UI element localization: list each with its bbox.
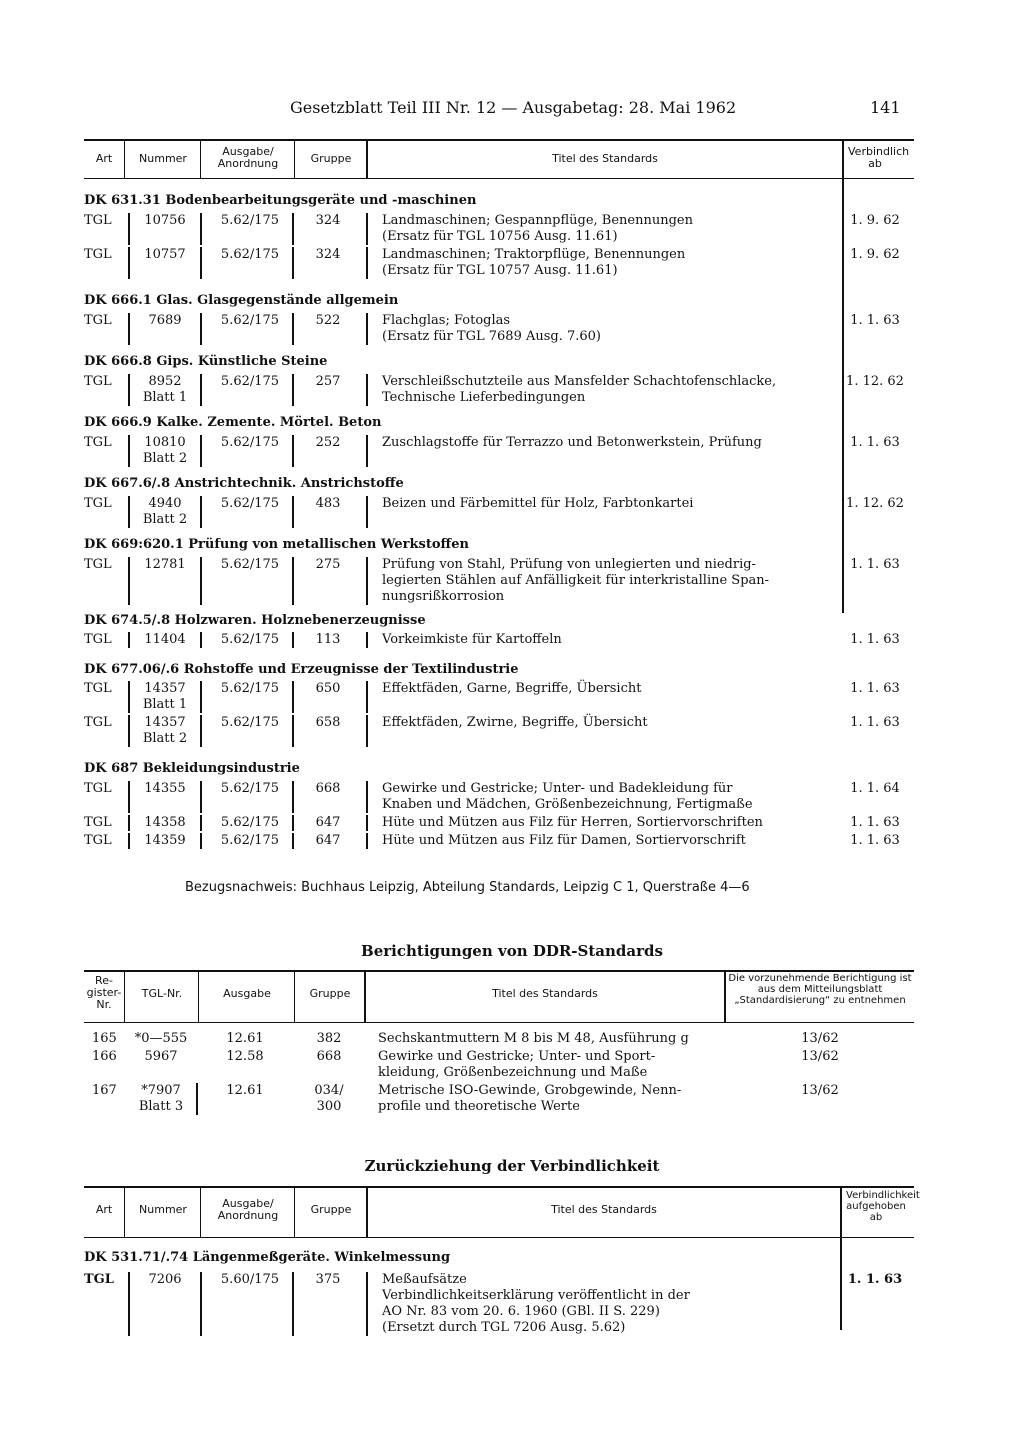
col-aufgehoben: Verbindlichkeit aufgehoben ab [846, 1190, 920, 1223]
cell-nummer: 7689 [148, 313, 182, 328]
section-heading: DK 531.71/.74 Längenmeßgeräte. Winkelmessung [84, 1250, 451, 1265]
table2-top-rule [84, 970, 914, 972]
cell-divider [292, 557, 294, 605]
cell-titel: legierten Stählen auf Anfälligkeit für interkristalline Span- [382, 573, 770, 588]
cell-titel: Zuschlagstoffe für Terrazzo und Betonwerkstein, Prüfung [382, 435, 762, 450]
cell-divider [292, 313, 294, 345]
cell-divider [128, 833, 130, 849]
col-ausgabe: Ausgabe/ Anordnung [217, 1197, 279, 1222]
cell-divider [200, 374, 202, 406]
cell-divider [128, 681, 130, 713]
cell-divider [200, 213, 202, 245]
cell-art: TGL [84, 247, 112, 262]
cell-gruppe: 113 [315, 632, 341, 647]
cell-art: TGL [84, 632, 112, 647]
cell-divider [128, 815, 130, 831]
cell-divider [200, 781, 202, 813]
cell-titel: kleidung, Größenbezeichnung und Maße [378, 1065, 648, 1080]
cell-nummer: 14357 [144, 715, 186, 730]
cell-ausgabe: 5.62/175 [220, 435, 280, 450]
cell-gruppe: 034/ [314, 1083, 344, 1098]
table3-right-divider [840, 1188, 842, 1330]
cell-divider [128, 213, 130, 245]
cell-ausgabe: 5.62/175 [220, 815, 280, 830]
col-art: Art [95, 152, 113, 165]
cell-gruppe: 324 [315, 213, 341, 228]
cell-divider [128, 1272, 130, 1336]
cell-titel: Hüte und Mützen aus Filz für Damen, Sortiervorschrift [382, 833, 746, 848]
cell-divider [200, 815, 202, 831]
cell-divider [366, 313, 368, 345]
cell-titel: Technische Lieferbedingungen [382, 390, 586, 405]
cell-divider [366, 496, 368, 528]
table3-header-rule [84, 1237, 914, 1238]
table2-title: Berichtigungen von DDR-Standards [361, 942, 663, 960]
cell-titel: Verschleißschutzteile aus Mansfelder Schachtofenschlacke, [382, 374, 777, 389]
cell-ausgabe: 5.62/175 [220, 632, 280, 647]
cell-titel: Metrische ISO-Gewinde, Grobgewinde, Nenn- [378, 1083, 682, 1098]
cell-art: TGL [84, 496, 112, 511]
cell-divider [366, 781, 368, 813]
cell-verbindlich: 1. 1. 63 [850, 632, 900, 647]
cell-divider [128, 496, 130, 528]
cell-titel: Flachglas; Fotoglas [382, 313, 511, 328]
cell-ausgabe: 5.62/175 [220, 247, 280, 262]
col-gruppe: Gruppe [309, 987, 351, 1000]
table1-header-rule [84, 178, 914, 179]
cell-divider [128, 557, 130, 605]
cell-divider [128, 435, 130, 467]
cell-art: TGL [84, 681, 112, 696]
cell-divider [200, 313, 202, 345]
cell-titel: Landmaschinen; Traktorpflüge, Benennungen [382, 247, 686, 262]
cell-divider [292, 632, 294, 648]
cell-titel: Sechskantmuttern M 8 bis M 48, Ausführung g [378, 1031, 689, 1046]
cell-divider [366, 815, 368, 831]
cell-ausgabe: 12.58 [226, 1049, 264, 1064]
cell-ausgabe: 5.62/175 [220, 715, 280, 730]
cell-divider [292, 815, 294, 831]
cell-mitteilungsblatt: 13/62 [801, 1049, 839, 1064]
cell-gruppe: 300 [316, 1099, 342, 1114]
cell-titel: Landmaschinen; Gespannpflüge, Benennungen [382, 213, 693, 228]
cell-art: TGL [84, 1272, 114, 1287]
cell-art: TGL [84, 213, 112, 228]
cell-ausgabe: 5.62/175 [220, 781, 280, 796]
cell-tgl-nr: 5967 [144, 1049, 178, 1064]
cell-art: TGL [84, 715, 112, 730]
cell-ausgabe: 12.61 [226, 1031, 264, 1046]
cell-art: TGL [84, 833, 112, 848]
cell-nummer: 12781 [144, 557, 186, 572]
cell-nummer: 11404 [144, 632, 186, 647]
cell-verbindlich: 1. 1. 63 [850, 435, 900, 450]
cell-divider [366, 681, 368, 713]
cell-divider [292, 715, 294, 747]
col-tgl-nr: TGL-Nr. [141, 987, 183, 1000]
cell-divider [200, 496, 202, 528]
cell-verbindlich: 1. 12. 62 [846, 496, 904, 511]
cell-ausgabe: 12.61 [226, 1083, 264, 1098]
cell-divider [366, 632, 368, 648]
page-number: 141 [870, 98, 901, 117]
cell-divider [200, 1272, 202, 1336]
cell-divider [128, 247, 130, 279]
section-heading: DK 674.5/.8 Holzwaren. Holznebenerzeugnisse [84, 613, 426, 628]
cell-gruppe: 375 [315, 1272, 341, 1287]
cell-divider [366, 557, 368, 605]
cell-titel: (Ersatz für TGL 10757 Ausg. 11.61) [382, 263, 618, 278]
cell-divider [128, 632, 130, 648]
table2-divider [294, 972, 295, 1022]
col-titel: Titel des Standards [552, 152, 658, 165]
cell-gruppe: 658 [315, 715, 341, 730]
cell-divider [292, 681, 294, 713]
cell-verbindlich: 1. 1. 64 [850, 781, 900, 796]
cell-titel: AO Nr. 83 vom 20. 6. 1960 (GBl. II S. 229) [382, 1304, 660, 1319]
cell-divider [292, 496, 294, 528]
cell-divider [128, 374, 130, 406]
cell-blatt: Blatt 3 [138, 1099, 184, 1114]
cell-nummer: 14357 [144, 681, 186, 696]
cell-verbindlich: 1. 1. 63 [850, 681, 900, 696]
cell-divider [366, 1272, 368, 1336]
table3-title: Zurückziehung der Verbindlichkeit [364, 1157, 660, 1175]
table3-divider [200, 1188, 201, 1237]
cell-verbindlich: 1. 12. 62 [846, 374, 904, 389]
table1-divider [200, 141, 201, 178]
cell-nummer: 10756 [144, 213, 186, 228]
cell-gruppe: 257 [315, 374, 341, 389]
cell-titel: Vorkeimkiste für Kartoffeln [382, 632, 562, 647]
section-heading: DK 631.31 Bodenbearbeitungsgeräte und -maschinen [84, 193, 477, 208]
cell-titel: Hüte und Mützen aus Filz für Herren, Sortiervorschriften [382, 815, 763, 830]
cell-nummer: 14355 [144, 781, 186, 796]
cell-titel: Beizen und Färbemittel für Holz, Farbtonkartei [382, 496, 694, 511]
cell-titel: profile und theoretische Werte [378, 1099, 580, 1114]
cell-nummer: 10810 [144, 435, 186, 450]
cell-verbindlich: 1. 1. 63 [850, 557, 900, 572]
section-heading: DK 667.6/.8 Anstrichtechnik. Anstrichstoffe [84, 476, 404, 491]
cell-titel: (Ersatz für TGL 10756 Ausg. 11.61) [382, 229, 618, 244]
cell-divider [200, 715, 202, 747]
cell-divider [200, 247, 202, 279]
cell-art: TGL [84, 557, 112, 572]
cell-art: TGL [84, 313, 112, 328]
table3-divider [294, 1188, 295, 1237]
table1-divider [294, 141, 295, 178]
cell-divider [200, 435, 202, 467]
cell-art: TGL [84, 435, 112, 450]
col-ausgabe: Ausgabe [223, 987, 271, 1000]
cell-divider [292, 781, 294, 813]
cell-nummer: 14359 [144, 833, 186, 848]
cell-verbindlich: 1. 1. 63 [850, 833, 900, 848]
cell-ausgabe: 5.62/175 [220, 496, 280, 511]
cell-blatt: Blatt 2 [142, 731, 188, 746]
bezugsnachweis: Bezugsnachweis: Buchhaus Leipzig, Abteilung Standards, Leipzig C 1, Querstraße 4—6 [185, 880, 750, 895]
page-header-title: Gesetzblatt Teil III Nr. 12 — Ausgabetag: 28. Mai 1962 [290, 98, 737, 117]
cell-register: 167 [92, 1083, 117, 1098]
cell-art: TGL [84, 781, 112, 796]
col-nummer: Nummer [139, 1203, 187, 1216]
table2-header-rule [84, 1022, 914, 1023]
cell-blatt: Blatt 2 [142, 512, 188, 527]
section-heading: DK 666.8 Gips. Künstliche Steine [84, 354, 328, 369]
cell-titel: Knaben und Mädchen, Größenbezeichnung, Fertigmaße [382, 797, 753, 812]
cell-blatt: Blatt 1 [142, 390, 188, 405]
cell-divider [366, 374, 368, 406]
section-heading: DK 666.9 Kalke. Zemente. Mörtel. Beton [84, 415, 382, 430]
cell-art: TGL [84, 815, 112, 830]
cell-blatt: Blatt 2 [142, 451, 188, 466]
cell-gruppe: 483 [315, 496, 341, 511]
cell-verbindlich: 1. 1. 63 [850, 715, 900, 730]
cell-tgl-nr: *7907 [141, 1083, 181, 1098]
cell-titel: (Ersetzt durch TGL 7206 Ausg. 5.62) [382, 1320, 626, 1335]
section-heading: DK 687 Bekleidungsindustrie [84, 761, 300, 776]
cell-nummer: 4940 [148, 496, 182, 511]
cell-divider [292, 247, 294, 279]
cell-divider [200, 833, 202, 849]
cell-verbindlich: 1. 9. 62 [850, 213, 900, 228]
cell-titel: nungsrißkorrosion [382, 589, 505, 604]
cell-aufgehoben: 1. 1. 63 [847, 1272, 903, 1287]
table2-divider [124, 972, 125, 1022]
cell-gruppe: 668 [315, 781, 341, 796]
cell-verbindlich: 1. 1. 63 [850, 815, 900, 830]
cell-titel: Meßaufsätze [382, 1272, 467, 1287]
cell-divider [128, 313, 130, 345]
cell-nummer: 7206 [148, 1272, 182, 1287]
cell-divider [292, 1272, 294, 1336]
col-ausgabe: Ausgabe/ Anordnung [217, 145, 279, 170]
col-art: Art [95, 1203, 113, 1216]
col-titel: Titel des Standards [492, 987, 598, 1000]
cell-divider [366, 213, 368, 245]
cell-ausgabe: 5.62/175 [220, 374, 280, 389]
cell-divider [128, 715, 130, 747]
col-register: Re-gister-Nr. [86, 974, 122, 1011]
col-nummer: Nummer [139, 152, 187, 165]
cell-divider [196, 1083, 198, 1115]
cell-ausgabe: 5.62/175 [220, 213, 280, 228]
cell-divider [366, 435, 368, 467]
cell-gruppe: 650 [315, 681, 341, 696]
cell-titel: Gewirke und Gestricke; Unter- und Sport- [378, 1049, 656, 1064]
cell-register: 165 [92, 1031, 117, 1046]
cell-nummer: 14358 [144, 815, 186, 830]
cell-divider [292, 374, 294, 406]
cell-divider [128, 781, 130, 813]
table2-divider [198, 972, 199, 1022]
cell-gruppe: 647 [315, 833, 341, 848]
cell-tgl-nr: *0—555 [134, 1031, 188, 1046]
cell-titel: Gewirke und Gestricke; Unter- und Badekleidung für [382, 781, 733, 796]
section-heading: DK 666.1 Glas. Glasgegenstände allgemein [84, 293, 399, 308]
col-gruppe: Gruppe [310, 1203, 352, 1216]
cell-divider [200, 632, 202, 648]
table3-divider [124, 1188, 125, 1237]
cell-titel: Prüfung von Stahl, Prüfung von unlegierten und niedrig- [382, 557, 756, 572]
cell-divider [366, 247, 368, 279]
cell-ausgabe: 5.60/175 [220, 1272, 280, 1287]
col-titel: Titel des Standards [551, 1203, 657, 1216]
col-verbindlich: Verbindlich ab [848, 145, 910, 170]
cell-divider [366, 715, 368, 747]
cell-titel: Effektfäden, Zwirne, Begriffe, Übersicht [382, 715, 648, 730]
cell-verbindlich: 1. 1. 63 [850, 313, 900, 328]
cell-mitteilungsblatt: 13/62 [801, 1083, 839, 1098]
cell-ausgabe: 5.62/175 [220, 313, 280, 328]
cell-gruppe: 252 [315, 435, 341, 450]
cell-gruppe: 275 [315, 557, 341, 572]
cell-divider [200, 557, 202, 605]
cell-mitteilungsblatt: 13/62 [801, 1031, 839, 1046]
cell-divider [200, 681, 202, 713]
cell-verbindlich: 1. 9. 62 [850, 247, 900, 262]
cell-gruppe: 382 [316, 1031, 342, 1046]
cell-divider [292, 435, 294, 467]
cell-gruppe: 324 [315, 247, 341, 262]
cell-nummer: 10757 [144, 247, 186, 262]
table1-top-rule [84, 139, 914, 141]
cell-gruppe: 668 [316, 1049, 342, 1064]
cell-blatt: Blatt 1 [142, 697, 188, 712]
cell-art: TGL [84, 374, 112, 389]
cell-titel: (Ersatz für TGL 7689 Ausg. 7.60) [382, 329, 602, 344]
col-gruppe: Gruppe [310, 152, 352, 165]
cell-titel: Verbindlichkeitserklärung veröffentlicht in der [382, 1288, 690, 1303]
cell-ausgabe: 5.62/175 [220, 833, 280, 848]
cell-nummer: 8952 [148, 374, 182, 389]
cell-ausgabe: 5.62/175 [220, 681, 280, 696]
table3-top-rule [84, 1186, 914, 1188]
cell-titel: Effektfäden, Garne, Begriffe, Übersicht [382, 681, 642, 696]
cell-divider [366, 833, 368, 849]
cell-register: 166 [92, 1049, 117, 1064]
table1-divider [124, 141, 125, 178]
cell-gruppe: 647 [315, 815, 341, 830]
cell-gruppe: 522 [315, 313, 341, 328]
section-heading: DK 669:620.1 Prüfung von metallischen Werkstoffen [84, 537, 469, 552]
cell-divider [292, 833, 294, 849]
section-heading: DK 677.06/.6 Rohstoffe und Erzeugnisse der Textilindustrie [84, 662, 519, 677]
table2-divider [724, 972, 726, 1022]
col-berichtigung: Die vorzunehmende Berichtigung ist aus dem Mitteilungsblatt „Standardisierung“ zu entnehmen [728, 973, 912, 1006]
cell-ausgabe: 5.62/175 [220, 557, 280, 572]
cell-divider [292, 213, 294, 245]
